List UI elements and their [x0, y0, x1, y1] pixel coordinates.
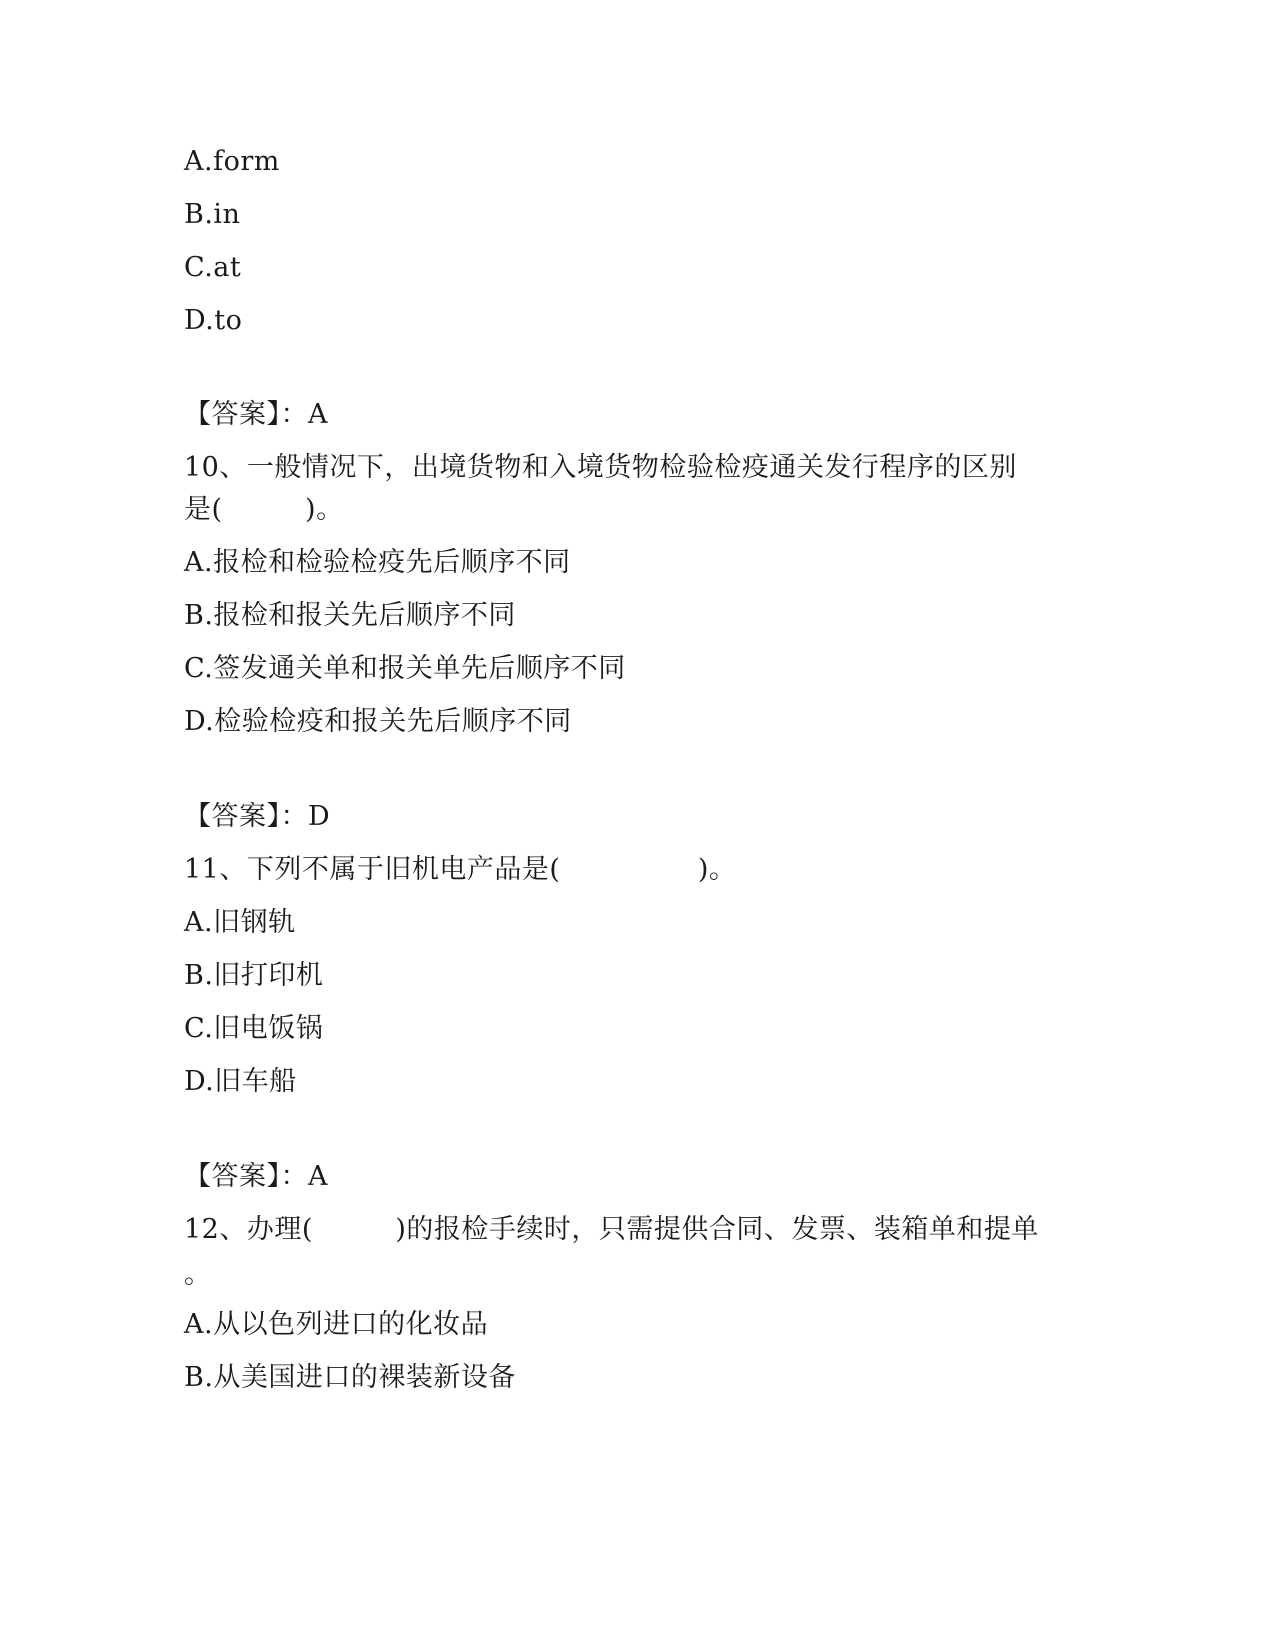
q12-question-line1: 12、办理( )的报检手续时，只需提供合同、发票、装箱单和提单: [184, 1214, 1039, 1245]
q10-question-line1: 10、一般情况下，出境货物和入境货物检验检疫通关发行程序的区别: [184, 452, 1017, 483]
q11-option-a: A.旧钢轨: [184, 907, 296, 938]
q9-option-d: D.to: [184, 305, 243, 336]
q9-option-c: C.at: [184, 252, 242, 283]
q9-answer: 【答案】：A: [184, 399, 328, 430]
q10-question-line2: 是( )。: [184, 494, 344, 525]
q10-option-d: D.检验检疫和报关先后顺序不同: [184, 706, 572, 737]
q9-option-b: B.in: [184, 199, 241, 230]
q12-option-a: A.从以色列进口的化妆品: [184, 1309, 489, 1340]
q12-question-line2: 。: [184, 1259, 212, 1290]
q11-option-c: C.旧电饭锅: [184, 1013, 324, 1044]
q10-answer: 【答案】：D: [184, 801, 331, 832]
q11-answer: 【答案】：A: [184, 1161, 328, 1192]
q11-option-b: B.旧打印机: [184, 960, 324, 991]
q12-option-b: B.从美国进口的裸装新设备: [184, 1362, 516, 1393]
q9-option-a: A.form: [184, 146, 280, 177]
q11-option-d: D.旧车船: [184, 1066, 297, 1097]
q10-option-b: B.报检和报关先后顺序不同: [184, 600, 516, 631]
q11-question: 11、下列不属于旧机电产品是( )。: [184, 854, 737, 885]
q10-option-c: C.签发通关单和报关单先后顺序不同: [184, 653, 626, 684]
q10-option-a: A.报检和检验检疫先后顺序不同: [184, 547, 571, 578]
